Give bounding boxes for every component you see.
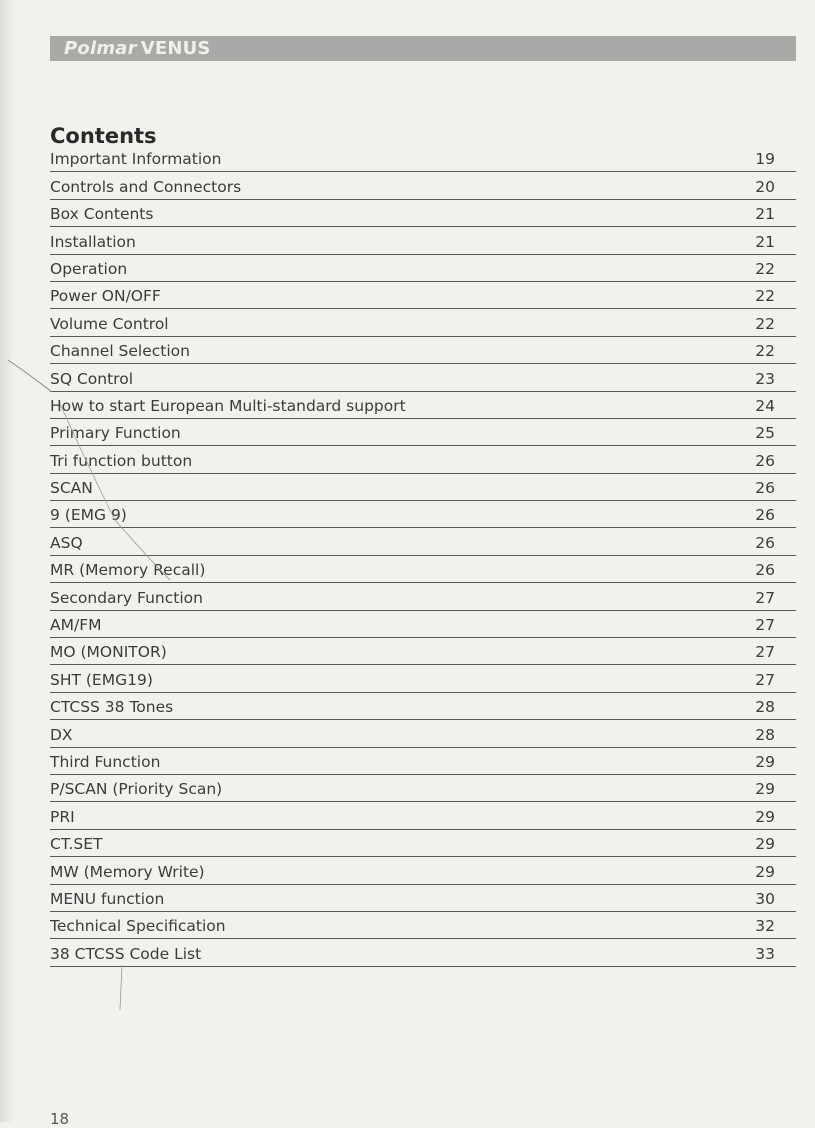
toc-entry [50, 611, 796, 638]
toc-entry-page: 27 [755, 643, 775, 662]
toc-entry [50, 337, 796, 364]
toc-entry [50, 556, 796, 583]
toc-entry-page: 21 [755, 232, 775, 251]
brand-logo [64, 38, 211, 59]
toc-entry-label: MO (MONITOR) [50, 643, 167, 662]
toc-entry [50, 912, 796, 939]
toc-entry-label: CT.SET [50, 835, 103, 854]
toc-entry-page: 24 [755, 396, 775, 415]
toc-entry [50, 172, 796, 199]
toc-entry-label: MW (Memory Write) [50, 862, 205, 881]
toc-entry [50, 392, 796, 419]
toc-entry-page: 25 [755, 424, 775, 443]
toc-entry [50, 583, 796, 610]
toc-entry-label: Important Information [50, 150, 222, 169]
toc-entry-label: SQ Control [50, 369, 133, 388]
table-of-contents [50, 145, 796, 967]
toc-entry [50, 255, 796, 282]
toc-entry-label: Power ON/OFF [50, 287, 161, 306]
toc-entry-page: 22 [755, 287, 775, 306]
toc-entry-label: How to start European Multi-standard support [50, 396, 406, 415]
toc-entry-label: ASQ [50, 533, 83, 552]
toc-entry-page: 21 [755, 205, 775, 224]
toc-entry [50, 693, 796, 720]
toc-entry [50, 446, 796, 473]
toc-entry-page: 26 [755, 451, 775, 470]
toc-entry-page: 27 [755, 588, 775, 607]
toc-entry-label: Volume Control [50, 314, 169, 333]
toc-entry [50, 857, 796, 884]
toc-entry-label: AM/FM [50, 616, 102, 635]
page-edge-shadow [0, 0, 14, 1122]
toc-entry-label: 9 (EMG 9) [50, 506, 127, 525]
toc-entry-page: 28 [755, 725, 775, 744]
toc-entry-label: CTCSS 38 Tones [50, 698, 174, 717]
toc-entry [50, 419, 796, 446]
toc-entry [50, 638, 796, 665]
toc-entry-label: MENU function [50, 889, 165, 908]
toc-entry [50, 802, 796, 829]
toc-entry-page: 20 [755, 177, 775, 196]
toc-entry [50, 665, 796, 692]
page-title: Contents [50, 124, 157, 149]
toc-entry [50, 748, 796, 775]
toc-entry-page: 23 [755, 369, 775, 388]
toc-entry-page: 22 [755, 342, 775, 361]
toc-entry-page: 30 [755, 889, 775, 908]
toc-entry-label: Box Contents [50, 205, 154, 224]
toc-entry-label: Tri function button [50, 451, 193, 470]
toc-entry-page: 27 [755, 616, 775, 635]
toc-entry [50, 885, 796, 912]
toc-entry-page: 26 [755, 479, 775, 498]
toc-entry-page: 29 [755, 807, 775, 826]
toc-entry-page: 29 [755, 780, 775, 799]
toc-entry-page: 22 [755, 314, 775, 333]
toc-entry-page: 28 [755, 698, 775, 717]
toc-entry [50, 501, 796, 528]
toc-entry [50, 775, 796, 802]
toc-entry-page: 32 [755, 917, 775, 936]
toc-entry-page: 19 [755, 150, 775, 169]
toc-entry-page: 22 [755, 259, 775, 278]
toc-entry [50, 528, 796, 555]
toc-entry [50, 227, 796, 254]
brand-name-polmar: Polmar [64, 38, 137, 59]
toc-entry-label: Secondary Function [50, 588, 203, 607]
toc-entry-page: 26 [755, 561, 775, 580]
toc-entry-label: Installation [50, 232, 136, 251]
toc-entry [50, 145, 796, 172]
toc-entry [50, 720, 796, 747]
toc-entry-label: PRI [50, 807, 75, 826]
toc-entry-label: Channel Selection [50, 342, 190, 361]
toc-entry-page: 29 [755, 862, 775, 881]
toc-entry [50, 474, 796, 501]
toc-entry [50, 939, 796, 966]
toc-entry-label: Third Function [50, 752, 161, 771]
page-number: 18 [50, 1110, 70, 1128]
toc-entry-page: 29 [755, 835, 775, 854]
toc-entry-label: DX [50, 725, 73, 744]
toc-entry-label: 38 CTCSS Code List [50, 944, 202, 963]
toc-entry-label: Primary Function [50, 424, 181, 443]
toc-entry-label: P/SCAN (Priority Scan) [50, 780, 223, 799]
toc-entry-label: Technical Specification [50, 917, 226, 936]
toc-entry [50, 282, 796, 309]
toc-entry-page: 27 [755, 670, 775, 689]
toc-entry-label: SCAN [50, 479, 93, 498]
toc-entry [50, 830, 796, 857]
toc-entry-page: 29 [755, 752, 775, 771]
toc-entry [50, 364, 796, 391]
toc-entry-label: MR (Memory Recall) [50, 561, 206, 580]
toc-entry-page: 26 [755, 533, 775, 552]
toc-entry-label: Operation [50, 259, 128, 278]
toc-entry-label: Controls and Connectors [50, 177, 242, 196]
toc-entry-page: 33 [755, 944, 775, 963]
toc-entry [50, 200, 796, 227]
toc-entry-page: 26 [755, 506, 775, 525]
toc-entry [50, 309, 796, 336]
brand-name-venus: VENUS [140, 38, 211, 59]
toc-entry-label: SHT (EMG19) [50, 670, 153, 689]
